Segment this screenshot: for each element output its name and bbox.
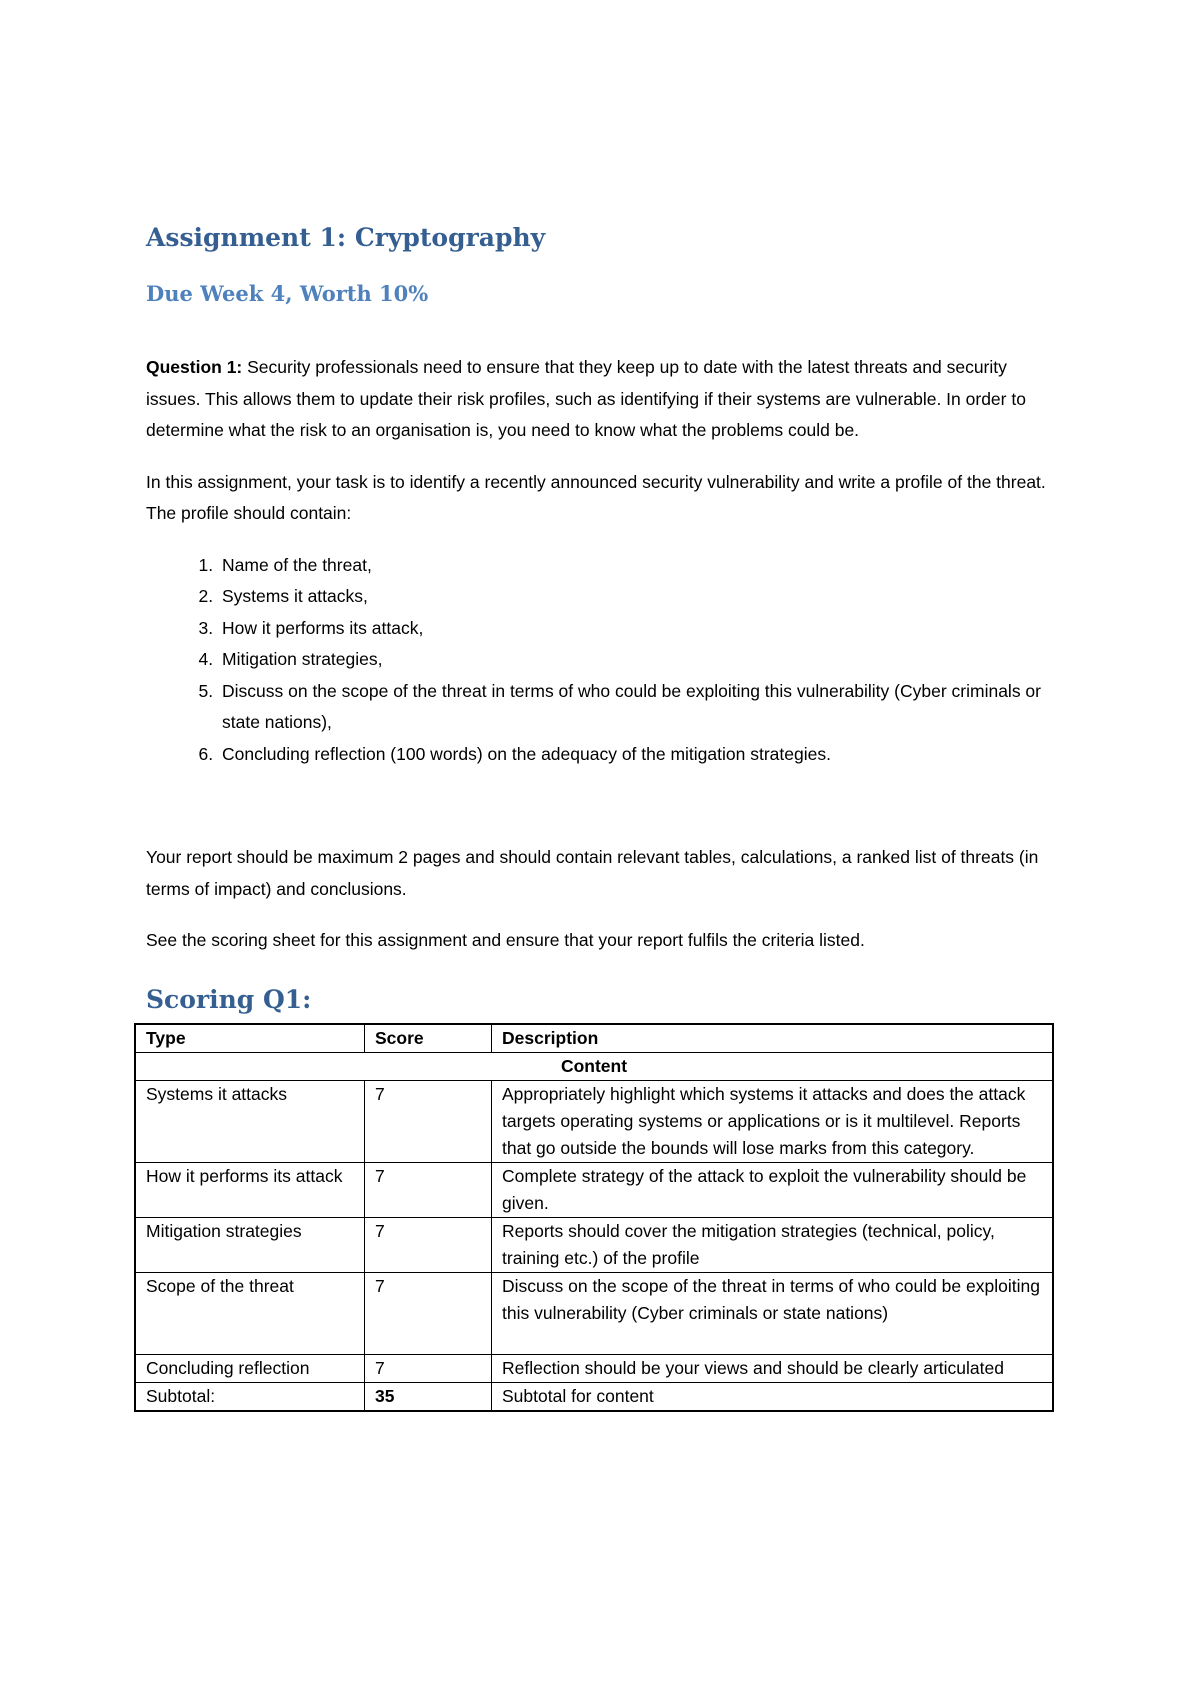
question-label: Question 1: (146, 357, 243, 377)
cell-description: Reports should cover the mitigation strategies (technical, policy, training etc.) of the profile (492, 1217, 1054, 1272)
header-description: Description (492, 1024, 1054, 1053)
question-text: Security professionals need to ensure that they keep up to date with the latest threats and security issues. This allows them to update their risk profiles, such as identifying if their systems are vulnerable. In order to determine what the risk to an organisation is, you need to know what the problems could be. (146, 357, 1026, 440)
cell-type: Systems it attacks (135, 1080, 365, 1162)
document-content (146, 222, 1054, 1412)
cell-description: Discuss on the scope of the threat in terms of who could be exploiting this vulnerability (Cyber criminals or state nations) (492, 1272, 1054, 1354)
header-score: Score (365, 1024, 492, 1053)
table-row (135, 1354, 1053, 1382)
requirement-item: 1. Name of the threat, (218, 550, 1054, 582)
scoring-note-paragraph: See the scoring sheet for this assignment and ensure that your report fulfils the criteria listed. (146, 930, 865, 950)
section-label: Content (135, 1052, 1053, 1080)
cell-score: 7 (365, 1217, 492, 1272)
question-paragraph (146, 352, 1054, 447)
subtotal-score: 35 (365, 1382, 492, 1411)
table-row (135, 1080, 1053, 1162)
table-row (135, 1272, 1053, 1354)
cell-description: Complete strategy of the attack to exploit the vulnerability should be given. (492, 1162, 1054, 1217)
task-intro-paragraph: In this assignment, your task is to identify a recently announced security vulnerability and write a profile of the threat. The profile should contain: (146, 471, 1046, 523)
requirements-list (146, 550, 1054, 771)
subtotal-description: Subtotal for content (492, 1382, 1054, 1411)
cell-description: Appropriately highlight which systems it attacks and does the attack targets operating systems or applications or is it multilevel. Reports that go outside the bounds will lose marks from this category. (492, 1080, 1054, 1162)
header-type: Type (135, 1024, 365, 1053)
table-subtotal-row (135, 1382, 1053, 1411)
table-row (135, 1162, 1053, 1217)
assignment-title: Assignment 1: Cryptography (146, 223, 546, 252)
table-header-row (135, 1024, 1053, 1053)
report-note-paragraph: Your report should be maximum 2 pages and should contain relevant tables, calculations, a ranked list of threats (in terms of impact) and conclusions. (146, 847, 1039, 899)
requirement-item: 5. Discuss on the scope of the threat in terms of who could be exploiting this vulnerability (Cyber criminals or state nations), (218, 676, 1054, 739)
due-date-subtitle: Due Week 4, Worth 10% (146, 281, 429, 306)
table-row (135, 1217, 1053, 1272)
cell-description: Reflection should be your views and should be clearly articulated (492, 1354, 1054, 1382)
cell-type: Mitigation strategies (135, 1217, 365, 1272)
cell-type: Concluding reflection (135, 1354, 365, 1382)
subtotal-label: Subtotal: (135, 1382, 365, 1411)
requirement-item: 4. Mitigation strategies, (218, 644, 1054, 676)
requirement-item: 6. Concluding reflection (100 words) on the adequacy of the mitigation strategies. (218, 739, 1054, 771)
scoring-heading: Scoring Q1: (146, 984, 312, 1014)
table-section-row (135, 1052, 1053, 1080)
requirement-item: 2. Systems it attacks, (218, 581, 1054, 613)
cell-type: Scope of the threat (135, 1272, 365, 1354)
cell-score: 7 (365, 1080, 492, 1162)
cell-score: 7 (365, 1354, 492, 1382)
scoring-table (134, 1023, 1054, 1412)
cell-score: 7 (365, 1272, 492, 1354)
cell-type: How it performs its attack (135, 1162, 365, 1217)
requirement-item: 3. How it performs its attack, (218, 613, 1054, 645)
cell-score: 7 (365, 1162, 492, 1217)
